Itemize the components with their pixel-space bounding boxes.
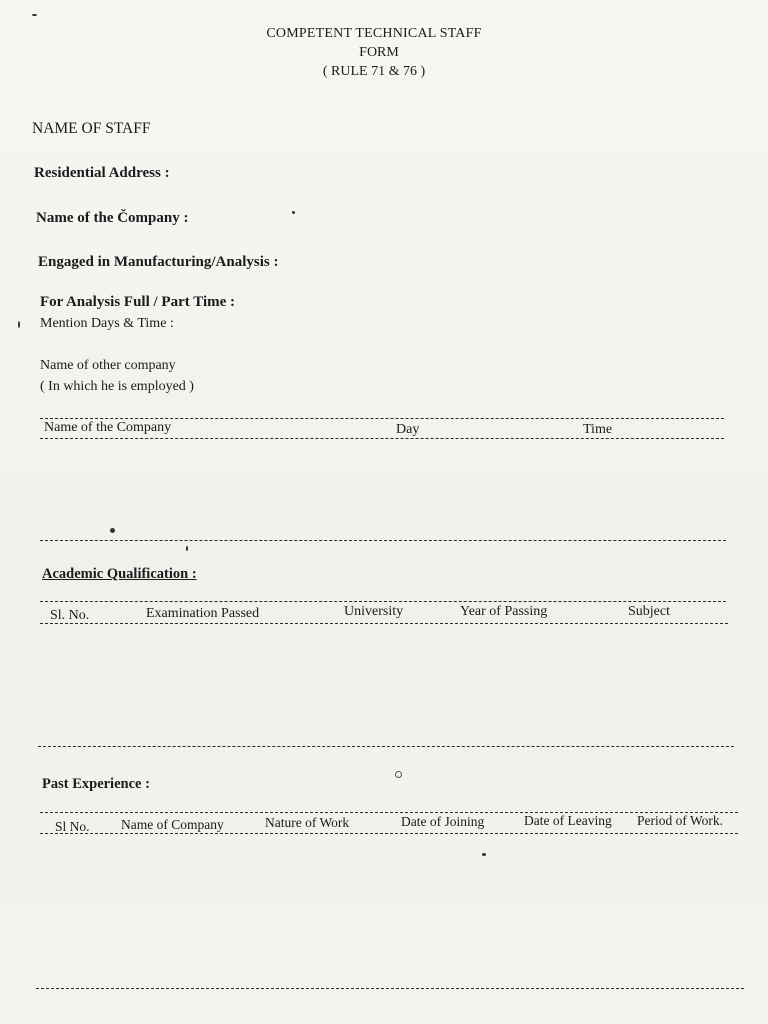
table-rule-bottom	[40, 540, 726, 541]
column-header-subject: Subject	[628, 604, 670, 619]
form-rule: ( RULE 71 & 76 )	[322, 64, 426, 79]
column-header-university: University	[344, 604, 404, 619]
column-header-examination: Examination Passed	[146, 606, 260, 621]
other-company-note: ( In which he is employed )	[40, 379, 194, 394]
table-rule-top	[40, 418, 724, 419]
scan-speck	[32, 14, 37, 16]
column-header-sl-no: Sl. No.	[50, 608, 90, 623]
other-company-label: Name of other company	[40, 358, 176, 373]
form-subtitle: FORM	[359, 45, 399, 60]
analysis-time-label: For Analysis Full / Part Time :	[40, 294, 236, 310]
academic-rule-top	[40, 601, 726, 602]
experience-rule-top	[40, 812, 738, 813]
experience-heading: Past Experience :	[42, 776, 150, 792]
form-title: COMPETENT TECHNICAL STAFF	[266, 26, 482, 41]
mention-days-time-label: Mention Days & Time :	[40, 316, 174, 331]
column-header-time: Time	[583, 422, 613, 437]
column-header-joining: Date of Joining	[401, 814, 485, 829]
residential-address-label: Residential Address :	[34, 165, 170, 181]
column-header-period: Period of Work.	[637, 813, 724, 828]
form-header	[0, 26, 768, 80]
column-header-nature: Nature of Work	[265, 815, 350, 830]
column-header-year: Year of Passing	[460, 604, 548, 619]
scan-speck	[292, 211, 295, 214]
academic-heading: Academic Qualification :	[42, 566, 197, 582]
academic-rule-bottom	[38, 746, 734, 747]
table-rule-header-bottom	[40, 438, 724, 439]
column-header-leaving: Date of Leaving	[524, 813, 612, 828]
company-name-label: Name of the Čompany :	[36, 210, 189, 226]
scan-speck	[395, 771, 402, 778]
experience-rule-header-bottom	[40, 833, 738, 834]
engaged-in-label: Engaged in Manufacturing/Analysis :	[38, 254, 279, 270]
name-of-staff-label: NAME OF STAFF	[32, 120, 151, 137]
scan-speck	[18, 321, 20, 328]
scan-speck	[186, 546, 188, 551]
column-header-sl-no-exp: Sl No.	[55, 819, 90, 834]
experience-rule-bottom	[36, 988, 744, 989]
academic-rule-header-bottom	[40, 623, 728, 624]
column-header-day: Day	[396, 422, 420, 437]
scan-speck	[482, 853, 486, 856]
scan-speck	[110, 528, 115, 533]
column-header-company-exp: Name of Company	[121, 817, 224, 832]
column-header-company: Name of the Company	[44, 420, 172, 435]
